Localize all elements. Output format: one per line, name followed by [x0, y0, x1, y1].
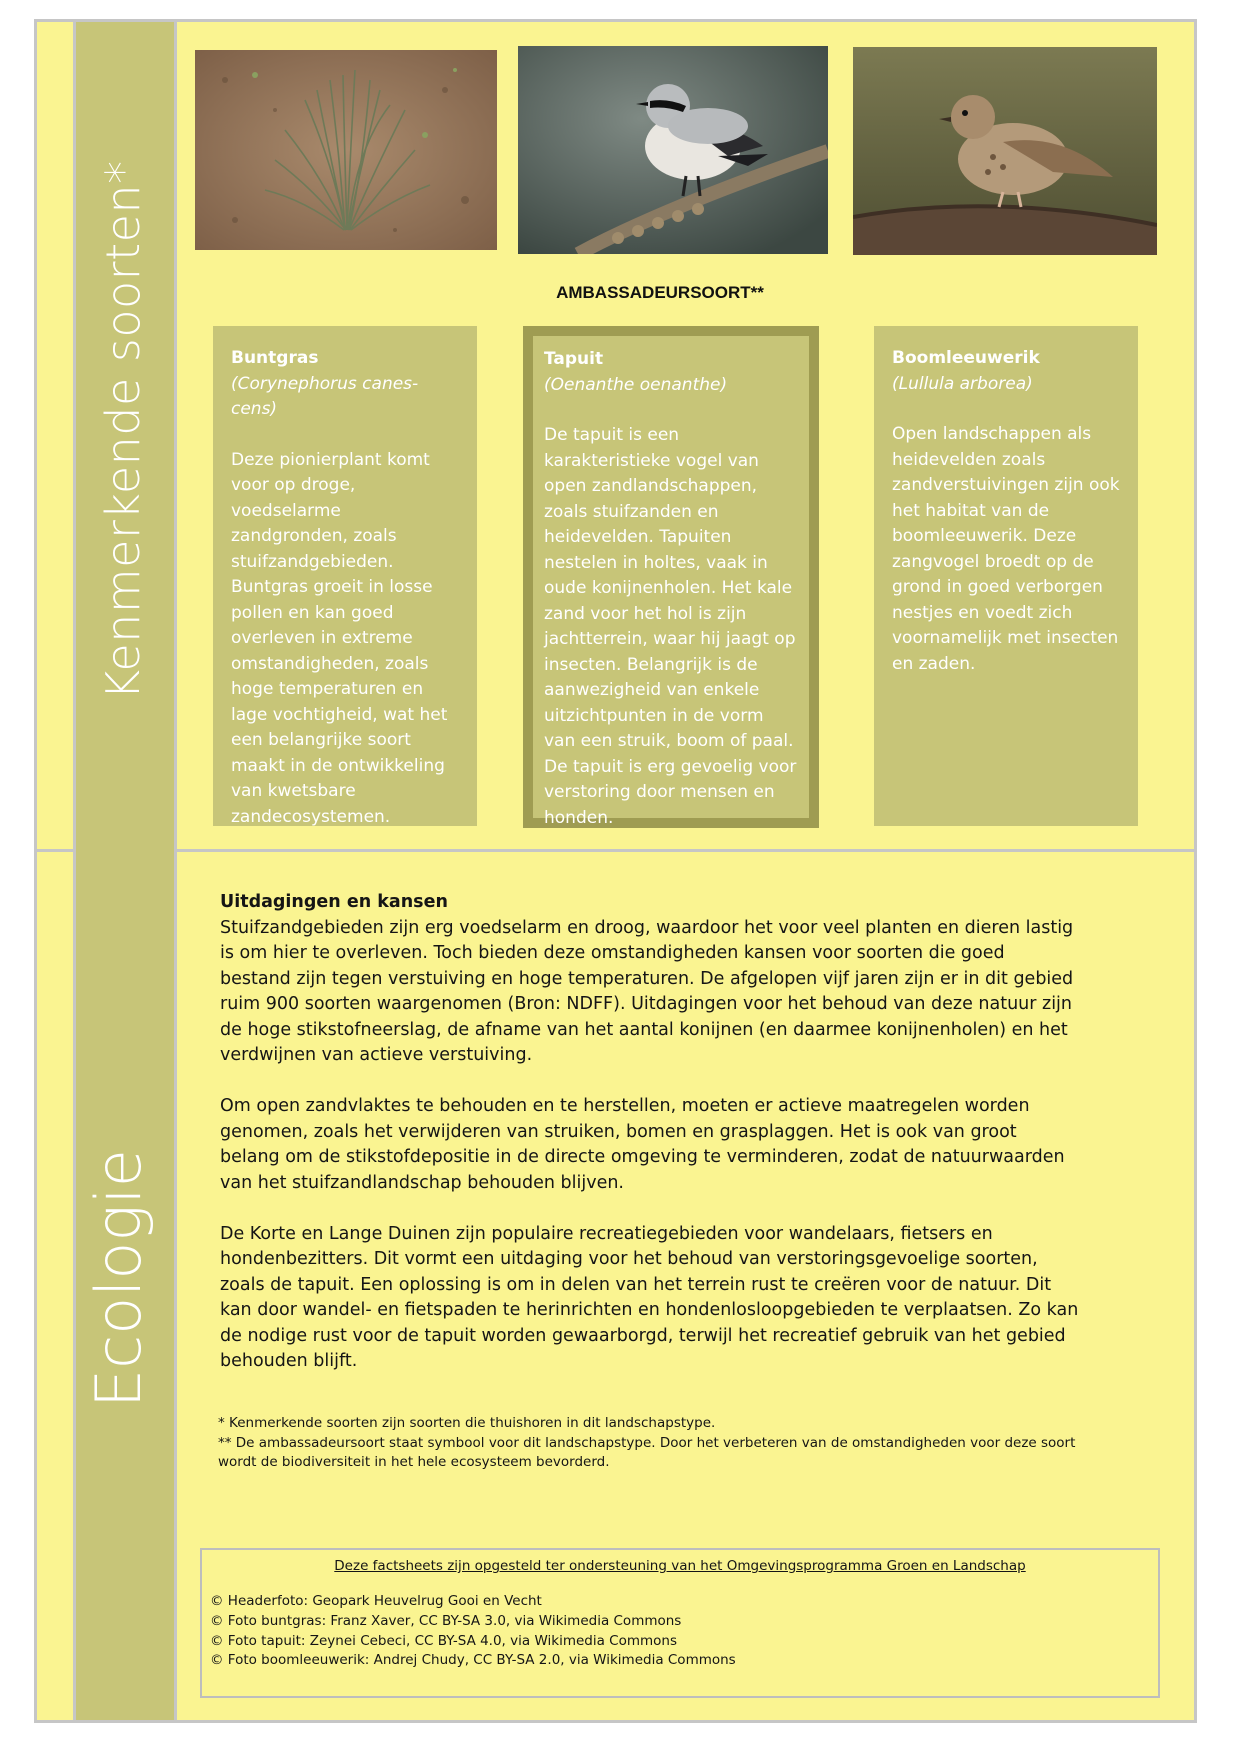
credit-line: © Foto buntgras: Franz Xaver, CC BY-SA 3.0, via Wikimedia Commons — [210, 1612, 682, 1629]
footnotes — [218, 1414, 1098, 1473]
photo-credits — [210, 1592, 1158, 1671]
ecology-paragraph-1: Stuifzandgebieden zijn erg voedselarm en droog, waardoor het voor veel planten en dieren lastig is om hier te overleven. Toch bieden deze omstandigheden kansen voor soorten die goed bestand zijn tegen verstuiving en hoge temperaturen. De afgelopen vijf jaren zijn er in dit gebied ruim 900 soorten waargenomen (Bron: NDFF). Uitdagingen voor het behoud van deze natuur zijn de hoge stikstofneerslag, de afname van het aantal konijnen (en daarmee konijnenholen) en het verdwijnen van actieve verstuiving. — [220, 917, 1074, 1065]
credit-line: © Foto tapuit: Zeynei Cebeci, CC BY-SA 4.0, via Wikimedia Commons — [210, 1632, 677, 1649]
species-description: Deze pionierplant komt voor op droge, voedselarme zandgronden, zoals stuifzandgebieden. Buntgras groeit in losse pollen en kan goed overleven in extreme omstandigheden, zoals hoge temperaturen en lage vochtigheid, wat het een belangrijke soort maakt in de ontwikkeling van kwetsbare zandecosystemen. — [231, 449, 448, 827]
footer-title: Deze factsheets zijn opgesteld ter ondersteuning van het Omgevingsprogramma Groen en Landschap — [334, 1558, 1026, 1574]
species-card-buntgras — [213, 326, 477, 826]
ecology-paragraph-2: Om open zandvlaktes te behouden en te herstellen, moeten er actieve maatregelen worden genomen, zoals het verwijderen van struiken, bomen en grasplaggen. Het is ook van groot belang om de stikstofdepositie in de directe omgeving te verminderen, zodat de natuurwaarden van het stuifzandlandschap behouden blijven. — [220, 1096, 1065, 1193]
section-title-kenmerkende-soorten: Kenmerkende soorten* — [96, 160, 150, 700]
species-description: Open landschappen als heidevelden zoals zandverstuivingen zijn ook het habitat van de boomleeuwerik. Deze zangvogel broedt op de grond in goed verborgen nestjes en voedt zich voornamelijk met insecten en zaden. — [892, 424, 1120, 674]
footnote-2: ** De ambassadeursoort staat symbool voor dit landschapstype. Door het verbeteren van de omstandigheden voor deze soort wordt de biodiversiteit in het hele ecosysteem bevorderd. — [218, 1434, 1076, 1470]
species-name: Buntgras — [231, 348, 319, 368]
footnote-1: * Kenmerkende soorten zijn soorten die thuishoren in dit landschapstype. — [218, 1415, 716, 1431]
section-title-ecologie: Ecologie — [82, 1149, 155, 1408]
ecology-heading: Uitdagingen en kansen — [220, 892, 448, 912]
photo-boomleeuwerik — [853, 47, 1157, 255]
credit-line: © Foto boomleeuwerik: Andrej Chudy, CC BY-SA 2.0, via Wikimedia Commons — [210, 1652, 736, 1669]
ambassador-label: AMBASSADEURSOORT** — [556, 283, 764, 302]
photo-tapuit — [518, 46, 828, 254]
species-card-tapuit — [523, 326, 819, 828]
section-divider — [34, 849, 1197, 852]
species-card-boomleeuwerik — [874, 326, 1138, 826]
species-scientific-name: (Lullula arborea) — [892, 373, 1033, 394]
footer-box — [200, 1548, 1160, 1698]
species-scientific-name: (Oenanthe oenanthe) — [544, 374, 728, 395]
species-scientific-name: (Corynephorus canes-cens) — [231, 373, 419, 419]
photo-buntgras — [195, 50, 497, 250]
species-description: De tapuit is een karakteristieke vogel van open zandlandschappen, zoals stuifzanden en heidevelden. Tapuiten nestelen in holtes, vaak in oude konijnenholen. Het kale zand voor het hol is zijn jachtterrein, waar hij jaagt op insecten. Belangrijk is de aanwezigheid van enkele uitzichtpunten in de vorm van een struik, boom of paal. De tapuit is erg gevoelig voor verstoring door mensen en honden. — [544, 425, 797, 828]
species-name: Boomleeuwerik — [892, 348, 1040, 368]
ecology-paragraph-3: De Korte en Lange Duinen zijn populaire recreatiegebieden voor wandelaars, fietsers en hondenbezitters. Dit vormt een uitdaging voor het behoud van verstoringsgevoelige soorten, zoals de tapuit. Een oplossing is om in delen van het terrein rust te creëren voor de natuur. Dit kan door wandel- en fietspaden te herinrichten en hondenlosloopgebieden te verplaatsen. Zo kan de nodige rust voor de tapuit worden gewaarborgd, terwijl het recreatief gebruik van het gebied behouden blijft. — [220, 1223, 1079, 1371]
credit-line: © Headerfoto: Geopark Heuvelrug Gooi en Vecht — [210, 1593, 542, 1609]
ecology-text — [220, 890, 1080, 1400]
species-name: Tapuit — [544, 349, 604, 369]
